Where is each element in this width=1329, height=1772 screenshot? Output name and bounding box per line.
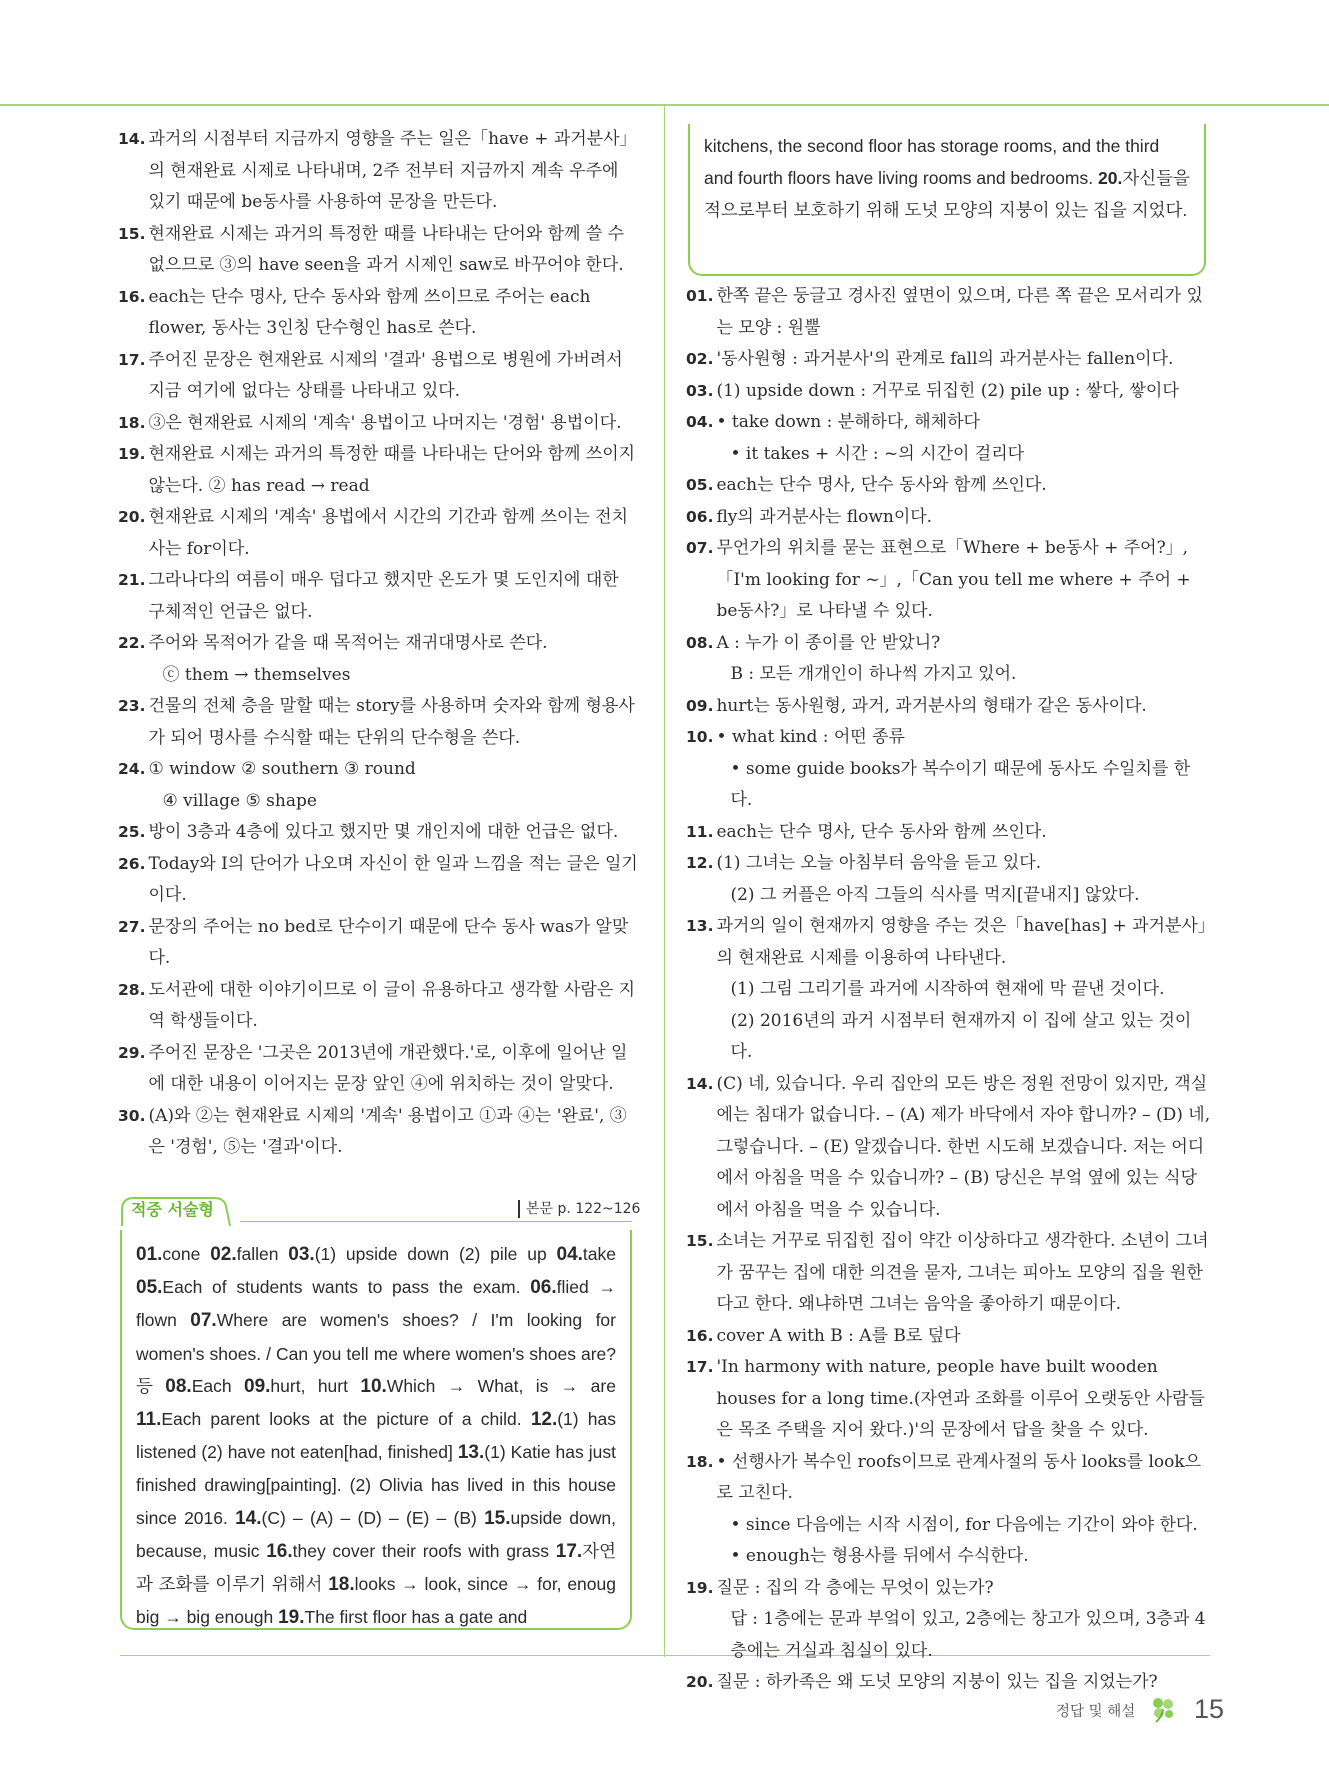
item-text <box>148 565 640 628</box>
explanation-item <box>118 219 640 282</box>
item-main-text: ③은 현재완료 시제의 '계속' 용법이고 나머지는 '경험' 용법이다. <box>148 412 622 433</box>
answer-text: fallen <box>236 1244 279 1264</box>
explanation-item <box>686 1352 1211 1447</box>
answer-number: 13. <box>457 1442 485 1464</box>
answer-text: cone <box>162 1244 201 1264</box>
explanation-item <box>118 282 640 345</box>
answer-text: (1) upside down (2) pile up <box>314 1244 547 1264</box>
item-text <box>716 722 1211 817</box>
item-number: 20. <box>118 508 146 526</box>
item-text <box>148 219 640 282</box>
item-text <box>716 817 1211 849</box>
item-sub-text: 답 : 1층에는 문과 부엌이 있고, 2층에는 창고가 있으며, 3층과 4층에는 거실과 침실이 있다. <box>730 1609 1206 1661</box>
item-sub-text: • it takes + 시간 : ~의 시간이 걸리다 <box>730 443 1025 464</box>
item-text <box>716 1069 1211 1227</box>
item-text <box>716 1321 1211 1353</box>
item-text <box>716 533 1211 628</box>
answer-number: 18. <box>328 1574 355 1596</box>
item-number: 12. <box>686 854 714 872</box>
item-number: 14. <box>118 130 146 148</box>
explanation-item <box>118 912 640 975</box>
left-explanations <box>118 124 640 1164</box>
item-sub-text: ④ village ⑤ shape <box>162 790 317 811</box>
item-text <box>148 439 640 502</box>
item-text <box>716 628 1211 691</box>
item-main-text: 방이 3층과 4층에 있다고 했지만 몇 개인지에 대한 언급은 없다. <box>148 822 619 842</box>
item-number: 20. <box>686 1673 714 1691</box>
item-text <box>716 376 1211 408</box>
item-sub-text: • since 다음에는 시작 시점이, for 다음에는 기간이 와야 한다. <box>730 1514 1198 1535</box>
item-main-text: 'In harmony with nature, people have built wooden houses for a long time.(자연과 조화를 이루어 오랫동안 사람들은 목조 주택을 지어 왔다.)'의 문장에서 답을 찾을 수 있다. <box>716 1357 1205 1440</box>
item-text <box>716 281 1211 344</box>
item-text <box>148 691 640 754</box>
answer-number: 02. <box>210 1244 237 1265</box>
item-number: 30. <box>118 1106 146 1125</box>
item-main-text: fly의 과거분사는 flown이다. <box>716 506 933 527</box>
explanation-item <box>118 975 640 1038</box>
box-page-reference: 본문 p. 122~126 <box>518 1200 640 1218</box>
item-main-text: each는 단수 명사, 단수 동사와 함께 쓰인다. <box>716 821 1047 842</box>
answer-text: (1) has listened (2) have not eaten[had, finished] <box>136 1409 616 1463</box>
item-sub-text: • some guide books가 복수이기 때문에 동사도 수일치를 한다. <box>730 758 1191 810</box>
answer-number: 06. <box>530 1277 557 1299</box>
column-divider <box>664 104 665 1657</box>
item-main-text: 현재완료 시제는 과거의 특정한 때를 나타내는 단어와 함께 쓰이지 않는다. ② has read → read <box>148 444 636 496</box>
explanation-item <box>118 1101 640 1164</box>
item-text <box>148 849 640 912</box>
item-main-text: (A)와 ②는 현재완료 시제의 '계속' 용법이고 ①과 ④는 '완료', ③은 '경험', ⑤는 '결과'이다. <box>148 1105 627 1157</box>
item-number: 08. <box>686 633 714 652</box>
answer-number: 19. <box>278 1607 305 1629</box>
item-sub-text: (2) 2016년의 과거 시점부터 현재까지 이 집에 살고 있는 것이다. <box>730 1010 1192 1062</box>
item-text <box>148 817 640 849</box>
explanation-item <box>686 848 1211 911</box>
item-main-text: • what kind : 어떤 종류 <box>716 727 905 747</box>
item-main-text: A : 누가 이 종이를 안 받았니? <box>716 632 941 653</box>
item-text <box>148 975 640 1038</box>
explanation-item <box>686 470 1211 502</box>
answer-text: Each of students wants to pass the exam. <box>162 1277 521 1298</box>
item-main-text: 주어와 목적어가 같을 때 목적어는 재귀대명사로 쓴다. <box>148 633 548 653</box>
item-text <box>716 407 1211 470</box>
item-text <box>148 628 640 691</box>
item-main-text: (C) 네, 있습니다. 우리 집안의 모든 방은 정원 전망이 있지만, 객실에는 침대가 없습니다. – (A) 제가 바닥에서 자야 합니까? – (D) 네, 그렇습니다. – (E) 알겠습니다. 한번 시도해 보겠습니다. 저는 어디에서 아침을 먹을 수 있습니까? – (B) 당신은 부엌 옆에 있는 식당에서 아침을 먹을 수 있습니다. <box>716 1073 1211 1220</box>
item-number: 16. <box>686 1326 714 1345</box>
footer-label: 정답 및 해설 <box>1056 1704 1136 1720</box>
right-explanations <box>686 281 1211 1699</box>
item-sub-text: • enough는 형용사를 뒤에서 수식한다. <box>730 1546 1029 1566</box>
explanation-item <box>118 124 640 219</box>
item-text <box>716 1667 1211 1699</box>
answer-text: Each <box>191 1375 232 1396</box>
explanation-item <box>118 502 640 565</box>
item-main-text: 소녀는 거꾸로 뒤집힌 집이 약간 이상하다고 생각한다. 소년이 그녀가 꿈꾸는 집에 대한 의견을 묻자, 그녀는 피아노 모양의 집을 원한다고 한다. 왜냐하면 그녀는 음악을 좋아하기 때문이다. <box>716 1231 1209 1314</box>
explanation-item <box>118 849 640 912</box>
answer-text: Which → What, is → are <box>386 1375 616 1396</box>
explanation-item <box>686 1321 1211 1353</box>
item-text <box>716 1573 1211 1668</box>
explanation-item <box>118 1038 640 1101</box>
item-main-text: hurt는 동사원형, 과거, 과거분사의 형태가 같은 동사이다. <box>716 695 1147 716</box>
item-main-text: 도서관에 대한 이야기이므로 이 글이 유용하다고 생각할 사람은 지역 학생들이다. <box>148 979 636 1031</box>
explanation-item <box>686 533 1211 628</box>
answer-text: Each parent looks at the picture of a child. <box>161 1409 522 1430</box>
explanation-item <box>686 502 1211 534</box>
item-number: 10. <box>686 728 714 746</box>
item-number: 24. <box>118 760 146 778</box>
item-text <box>716 502 1211 534</box>
explanation-item <box>118 628 640 691</box>
item-main-text: 무언가의 위치를 묻는 표현으로「Where + be동사 + 주어?」,「I'm looking for ~」,「Can you tell me where + 주어 + be동사?」로 나타낼 수 있다. <box>716 538 1191 621</box>
item-main-text: • 선행사가 복수인 roofs이므로 관계사절의 동사 looks를 look으로 고친다. <box>716 1451 1202 1503</box>
explanation-item <box>686 1226 1211 1321</box>
item-number: 15. <box>686 1232 714 1250</box>
item-text <box>148 345 640 408</box>
explanation-item <box>686 407 1211 470</box>
explanation-item <box>686 817 1211 849</box>
item-number: 04. <box>686 413 714 431</box>
item-main-text: ① window ② southern ③ round <box>148 759 416 779</box>
item-text <box>716 344 1211 376</box>
item-number: 18. <box>118 413 146 432</box>
item-number: 26. <box>118 854 146 873</box>
answer-text: looks → look, since → for, enoug big → big enough <box>136 1574 616 1628</box>
answer-box <box>120 1230 632 1630</box>
answer-text: Where are women's shoes? / I'm looking for women's shoes. / Can you tell me where women's shoes are? 등 <box>136 1310 616 1396</box>
explanation-item <box>686 281 1211 344</box>
item-text <box>716 1352 1211 1447</box>
item-number: 14. <box>686 1074 714 1093</box>
answer-number: 12. <box>530 1409 558 1431</box>
explanation-item <box>686 1447 1211 1573</box>
item-main-text: 과거의 시점부터 지금까지 영향을 주는 일은「have + 과거분사」의 현재완료 시제로 나타내며, 2주 전부터 지금까지 계속 우주에 있기 때문에 be동사를 사용하여 문장을 만든다. <box>148 129 637 212</box>
item-main-text: Today와 I의 단어가 나오며 자신이 한 일과 느낌을 적는 글은 일기이다. <box>148 853 638 905</box>
explanation-item <box>686 1667 1211 1699</box>
item-main-text: cover A with B : A를 B로 덮다 <box>716 1325 961 1346</box>
item-main-text: 한쪽 끝은 둥글고 경사진 옆면이 있으며, 다른 쪽 끝은 모서리가 있는 모양 : 원뿔 <box>716 286 1203 338</box>
item-text <box>148 1038 640 1101</box>
item-number: 11. <box>686 822 714 841</box>
item-number: 07. <box>686 539 714 557</box>
explanation-item <box>118 817 640 849</box>
item-main-text: each는 단수 명사, 단수 동사와 함께 쓰이므로 주어는 each flower, 동사는 3인칭 단수형인 has로 쓴다. <box>148 286 591 338</box>
item-main-text: • take down : 분해하다, 해체하다 <box>716 412 980 432</box>
answer-number: 07. <box>190 1310 217 1332</box>
item-number: 29. <box>118 1043 146 1062</box>
item-number: 01. <box>686 287 714 305</box>
explanation-item <box>118 691 640 754</box>
clover-icon <box>1150 1695 1176 1723</box>
item-text <box>716 911 1211 1069</box>
item-main-text: 질문 : 하카족은 왜 도넛 모양의 지붕이 있는 집을 지었는가? <box>716 1672 1158 1692</box>
item-number: 25. <box>118 823 146 841</box>
item-text <box>716 470 1211 502</box>
answer-number: 01. <box>136 1244 163 1265</box>
explanation-item <box>686 1069 1211 1227</box>
item-number: 03. <box>686 381 714 400</box>
item-main-text: 현재완료 시제의 '계속' 용법에서 시간의 기간과 함께 쓰이는 전치사는 for이다. <box>148 507 629 559</box>
item-text <box>148 502 640 565</box>
item-sub-text: B : 모든 개개인이 하나씩 가지고 있어. <box>730 664 1017 684</box>
answer-text: they cover their roofs with grass <box>292 1540 550 1561</box>
answer-number: 03. <box>288 1244 315 1265</box>
item-main-text: 과거의 일이 현재까지 영향을 주는 것은「have[has] + 과거분사」의 현재완료 시제를 이용하여 나타낸다. <box>716 916 1207 968</box>
item-main-text: 건물의 전체 층을 말할 때는 story를 사용하며 숫자와 함께 형용사가 되어 명사를 수식할 때는 단위의 단수형을 쓴다. <box>148 696 635 748</box>
item-text <box>148 282 640 345</box>
item-sub-text: (2) 그 커플은 아직 그들의 식사를 먹지[끝내지] 않았다. <box>730 884 1140 905</box>
explanation-item <box>118 408 640 440</box>
explanation-item <box>686 344 1211 376</box>
answer-number: 15. <box>484 1507 511 1529</box>
item-text <box>148 124 640 219</box>
item-number: 09. <box>686 696 714 715</box>
item-main-text: 질문 : 집의 각 층에는 무엇이 있는가? <box>716 1577 994 1598</box>
item-number: 19. <box>686 1578 714 1597</box>
item-text <box>716 848 1211 911</box>
explanation-item <box>118 754 640 817</box>
item-text <box>148 1101 640 1164</box>
explanation-item <box>118 345 640 408</box>
item-text <box>148 408 640 440</box>
continued-answer-korean: 자신들을 적으로부터 보호하기 위해 도넛 모양의 지붕이 있는 집을 지었다. <box>704 168 1190 220</box>
explanation-item <box>686 1573 1211 1668</box>
answer-text: flied → flown <box>136 1277 616 1331</box>
answer-text: (1) Katie has just finished drawing[painting]. (2) Olivia has lived in this house since 2016. <box>136 1442 616 1528</box>
item-number: 21. <box>118 571 146 589</box>
item-number: 05. <box>686 476 714 494</box>
item-sub-text: ⓒ them → themselves <box>162 664 351 685</box>
item-number: 02. <box>686 350 714 368</box>
box-title-rule <box>240 1221 632 1222</box>
answer-number: 04. <box>556 1244 583 1265</box>
continued-answer-box <box>688 124 1206 276</box>
item-number: 17. <box>686 1358 714 1376</box>
item-number: 18. <box>686 1452 714 1471</box>
item-text <box>716 1447 1211 1573</box>
answer-number: 10. <box>360 1375 387 1397</box>
item-main-text: '동사원형 : 과거분사'의 관계로 fall의 과거분사는 fallen이다. <box>716 349 1174 369</box>
answer-number: 11. <box>136 1409 162 1431</box>
item-text <box>716 691 1211 723</box>
item-number: 16. <box>118 287 146 306</box>
item-number: 28. <box>118 980 146 999</box>
item-main-text: 문장의 주어는 no bed로 단수이기 때문에 단수 동사 was가 알맞다. <box>148 916 629 968</box>
box-title: 적중 서술형 <box>131 1200 214 1219</box>
item-main-text: 그라나다의 여름이 매우 덥다고 했지만 온도가 몇 도인지에 대한 구체적인 언급은 없다. <box>148 570 619 622</box>
item-number: 06. <box>686 507 714 526</box>
item-number: 23. <box>118 697 146 715</box>
explanation-item <box>118 439 640 502</box>
explanation-item <box>686 911 1211 1069</box>
item-number: 22. <box>118 634 146 652</box>
item-main-text: 주어진 문장은 현재완료 시제의 '결과' 용법으로 병원에 가버려서 지금 여기에 없다는 상태를 나타내고 있다. <box>148 349 623 401</box>
item-number: 13. <box>686 917 714 935</box>
explanation-item <box>118 565 640 628</box>
answer-number: 05. <box>136 1277 163 1299</box>
item-number: 27. <box>118 917 146 936</box>
answer-text: The first floor has a gate and <box>304 1607 528 1628</box>
answer-number: 14. <box>235 1507 262 1529</box>
continued-answer-number: 20. <box>1097 168 1123 188</box>
page-number: 15 <box>1194 1694 1225 1724</box>
answer-text: 자연과 조화를 이루기 위해서 <box>136 1540 616 1595</box>
item-main-text: each는 단수 명사, 단수 동사와 함께 쓰인다. <box>716 475 1047 495</box>
item-text <box>148 754 640 817</box>
answer-number: 09. <box>244 1375 271 1397</box>
explanation-item <box>686 691 1211 723</box>
item-number: 17. <box>118 350 146 369</box>
continued-answer-text: kitchens, the second floor has storage rooms, and the third and fourth floors have living rooms and bedrooms. <box>704 136 1160 188</box>
answer-text: upside down, because, music <box>136 1507 616 1561</box>
item-sub-text: (1) 그림 그리기를 과거에 시작하여 현재에 막 끝낸 것이다. <box>730 979 1165 999</box>
item-main-text: 현재완료 시제는 과거의 특정한 때를 나타내는 단어와 함께 쓸 수 없으므로 ③의 have seen을 과거 시제인 saw로 바꾸어야 한다. <box>148 223 625 275</box>
answer-number: 16. <box>266 1540 293 1562</box>
item-text <box>716 1226 1211 1321</box>
item-main-text: (1) upside down : 거꾸로 뒤집힌 (2) pile up : 쌓다, 쌓이다 <box>716 380 1179 401</box>
explanation-item <box>686 376 1211 408</box>
answer-number: 08. <box>165 1375 192 1397</box>
item-main-text: 주어진 문장은 '그곳은 2013년에 개관했다.'로, 이후에 일어난 일에 대한 내용이 이어지는 문장 앞인 ④에 위치하는 것이 알맞다. <box>148 1042 628 1094</box>
item-number: 15. <box>118 224 146 243</box>
answer-text: (C) – (A) – (D) – (E) – (B) <box>261 1507 477 1528</box>
explanation-item <box>686 722 1211 817</box>
item-main-text: (1) 그녀는 오늘 아침부터 음악을 듣고 있다. <box>716 853 1042 873</box>
answer-text: take <box>582 1244 616 1264</box>
explanation-item <box>686 628 1211 691</box>
item-text <box>148 912 640 975</box>
item-number: 19. <box>118 445 146 463</box>
answer-number: 17. <box>555 1540 583 1562</box>
answer-text: hurt, hurt <box>270 1375 348 1396</box>
